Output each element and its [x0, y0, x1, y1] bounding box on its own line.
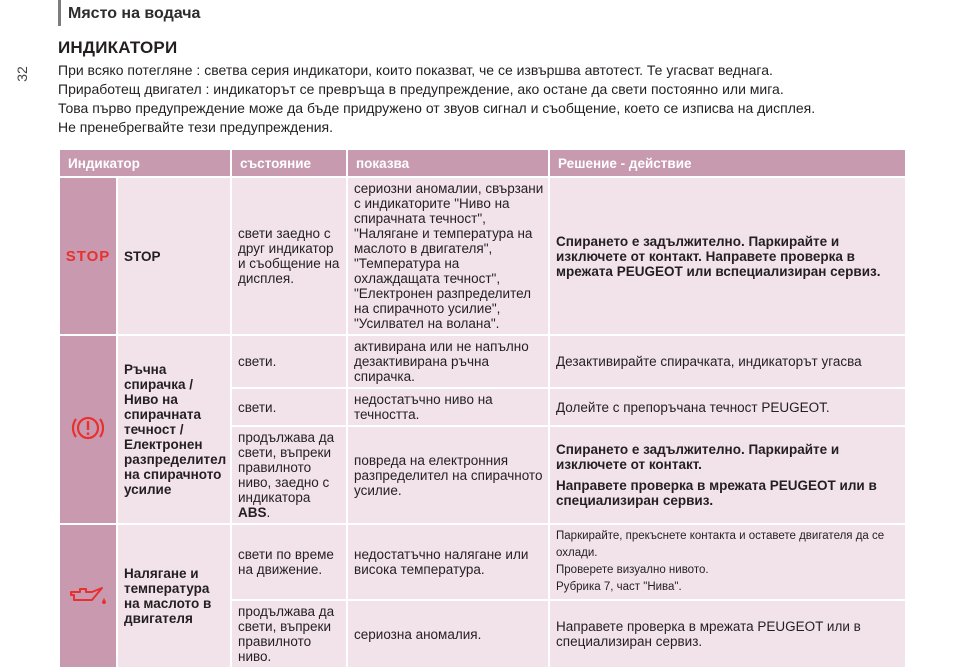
intro-text	[58, 61, 948, 137]
table-row	[60, 525, 905, 599]
indicator-name: Налягане и температура на маслото в двигателя	[118, 525, 230, 667]
indicator-state: свети.	[232, 389, 346, 425]
header-shows: показва	[348, 150, 548, 176]
oil-pressure-icon	[68, 583, 108, 607]
indicator-shows: сериозни аномалии, свързани с индикаторите "Ниво на спирачната течност", "Налягане и температура на маслото в двигателя", "Температура на охлаждащата течност", "Електронен разпределител на спирачното усилие", "Усилвател на волана".	[348, 178, 548, 334]
page-number: 32	[13, 66, 30, 82]
brake-icon-cell	[60, 336, 116, 523]
brake-warning-icon	[71, 411, 105, 445]
stop-warning-icon: STOP	[65, 247, 111, 265]
indicator-shows: сериозна аномалия.	[348, 601, 548, 667]
indicator-state: свети заедно с друг индикатор и съобщение на дисплея.	[232, 178, 346, 334]
table-row	[60, 178, 905, 334]
table-header-row	[60, 150, 905, 176]
action-line: Паркирайте, прекъснете контакта и оставете двигателя да се охлади.	[556, 530, 885, 559]
abs-label: ABS	[238, 505, 267, 520]
indicator-action: Спирането е задължително. Паркирайте и изключете от контакт. Направете проверка в мрежата PEUGEOT или вспециализиран сервиз.	[550, 178, 905, 334]
section-marker-bar	[58, 0, 61, 26]
indicator-shows: повреда на електронния разпределител на спирачното усилие.	[348, 427, 548, 523]
indicators-table	[58, 148, 907, 669]
section-title: Място на водача	[68, 5, 201, 22]
indicator-action: Долейте с препоръчана течност PEUGEOT.	[550, 389, 905, 425]
indicator-state	[232, 427, 346, 523]
state-text: продължава да свети, въпреки правилното ниво, заедно с индикатора	[238, 430, 335, 505]
indicator-state: свети по време на движение.	[232, 525, 346, 599]
action-line: Проверете визуално нивото.	[556, 564, 709, 576]
indicator-action	[550, 427, 905, 523]
indicator-shows: активирана или не напълно дезактивирана ръчна спирачка.	[348, 336, 548, 387]
page-heading: ИНДИКАТОРИ	[58, 38, 178, 57]
indicator-action: Направете проверка в мрежата PEUGEOT или в специализиран сервиз.	[550, 601, 905, 667]
table-row	[60, 336, 905, 387]
indicator-shows: недостатъчно ниво на течността.	[348, 389, 548, 425]
header-indicator: Индикатор	[60, 150, 230, 176]
indicator-state: свети.	[232, 336, 346, 387]
intro-line: Не пренебрегвайте тези предупреждения.	[58, 119, 334, 135]
action-paragraph: Спирането е задължително. Паркирайте и изключете от контакт.	[556, 442, 840, 472]
action-line: Рубрика 7, част "Нива".	[556, 581, 682, 593]
oil-icon-cell	[60, 525, 116, 667]
indicator-action: Дезактивирайте спирачката, индикаторът угасва	[550, 336, 905, 387]
action-paragraph: Направете проверка в мрежата PEUGEOT или в специализиран сервиз.	[556, 478, 877, 508]
indicator-shows: недостатъчно налягане или висока температура.	[348, 525, 548, 599]
stop-icon-cell	[60, 178, 116, 334]
intro-line: Приработещ двигател : индикаторът се превръща в предупреждение, ако остане да свети постоянно или мига.	[58, 81, 784, 97]
header-state: състояние	[232, 150, 346, 176]
indicator-action	[550, 525, 905, 599]
indicator-state: продължава да свети, въпреки правилното ниво.	[232, 601, 346, 667]
header-action: Решение - действие	[550, 150, 905, 176]
indicator-name: STOP	[118, 178, 230, 334]
intro-line: Това първо предупреждение може да бъде придружено от звуов сигнал и съобщение, което се изписва на дисплея.	[58, 100, 816, 116]
state-end: .	[266, 505, 271, 520]
indicator-name: Ръчна спирачка / Ниво на спирачната течност / Електронен разпределител на спирачното усилие	[118, 336, 230, 523]
intro-line: При всяко потегляне : светва серия индикатори, които показват, че се извършва автотест. Те угасват веднага.	[58, 62, 773, 78]
